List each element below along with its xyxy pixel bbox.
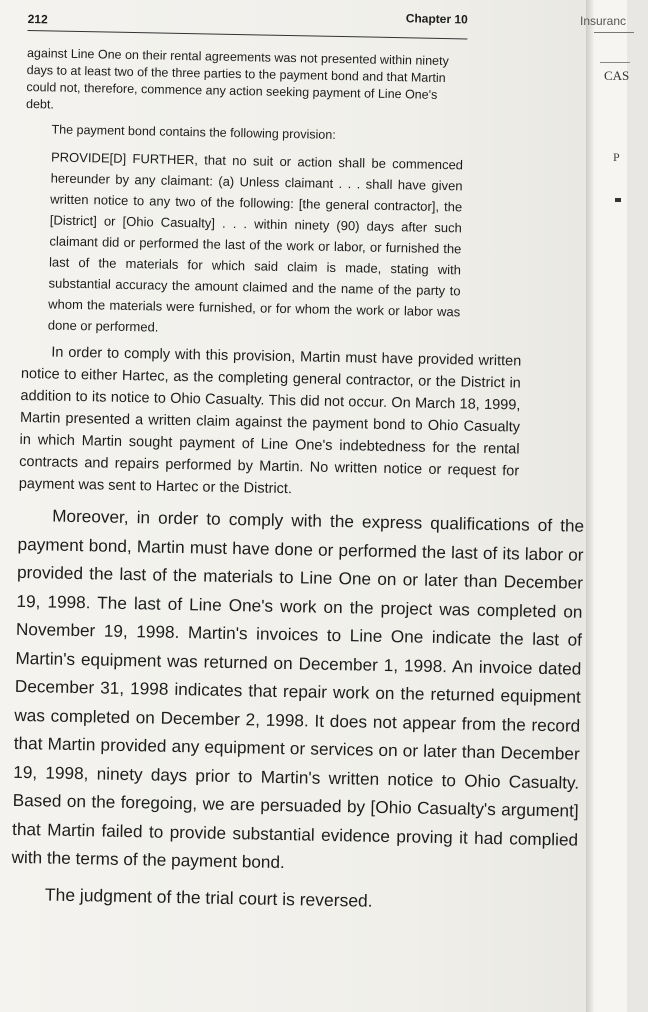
chapter-label: Chapter 10 <box>405 11 468 27</box>
paragraph-notice-requirement: In order to comply with this provision, Martin must have provided written notice to either Hartec, as the completing general contractor, or the District in addition to its notice to Ohio Casualty. This did not occur. On March 18, 1999, Martin presented a written claim against the payment bond to Ohio Casualty in which Martin sought payment of Line One's indebtedness for the rental contracts and repairs performed by Martin. No written notice or request for payment was sent to Hartec or the District. <box>18 344 522 498</box>
next-page-heading-fragment: CAS <box>604 68 630 83</box>
next-page-text-fragment: P <box>613 150 620 164</box>
page-content <box>11 4 648 919</box>
paragraph-timing-analysis: Moreover, in order to comply with the express qualifications of the payment bond, Martin must have done or performed the last of its labor or provided the last of the materials to Line One on or later than December 19, 1998. The last of Line One's work on the project was completed on November 19, 1998. Martin's invoices to Line One indicate the last of Martin's equipment was returned on December 1, 1998. An invoice dated December 31, 1998 indicates that repair work on the returned equipment was completed on December 2, 1998. It does not appear from the record that Martin provided any equipment or services on or later than December 19, 1998, ninety days prior to Martin's written notice to Ohio Casualty. Based on the foregoing, we are persuaded by [Ohio Casualty's argument] that Martin failed to provide substantial evidence proving it had complied with the terms of the payment bond. <box>11 505 585 873</box>
paragraph-provision-intro: The payment bond contains the following provision: <box>51 122 336 142</box>
paragraph-judgment: The judgment of the trial court is reversed. <box>44 883 373 911</box>
block-quote-provision: PROVIDE[D] FURTHER, that no suit or action shall be commenced hereunder by any claimant: (a) Unless claimant . . . shall have given written notice to any two of the following: [the general contractor], the [District] or [Ohio Casualty] . . . within ninety (90) days after such claimant did or performed the last of the work or labor, or furnished the last of the materials for which said claim is made, stating with substantial accuracy the amount claimed and the name of the party to whom the materials were furnished, or for whom the work or labor was done or performed. <box>47 149 464 335</box>
page-number: 212 <box>27 11 48 27</box>
paragraph-continuation: against Line One on their rental agreements was not presented within ninety days to at least two of the three parties to the payment bond and that Martin could not, therefore, commence any action seeking payment of Line One's debt. <box>25 45 449 112</box>
next-page-running-head: Insuranc <box>580 14 627 28</box>
